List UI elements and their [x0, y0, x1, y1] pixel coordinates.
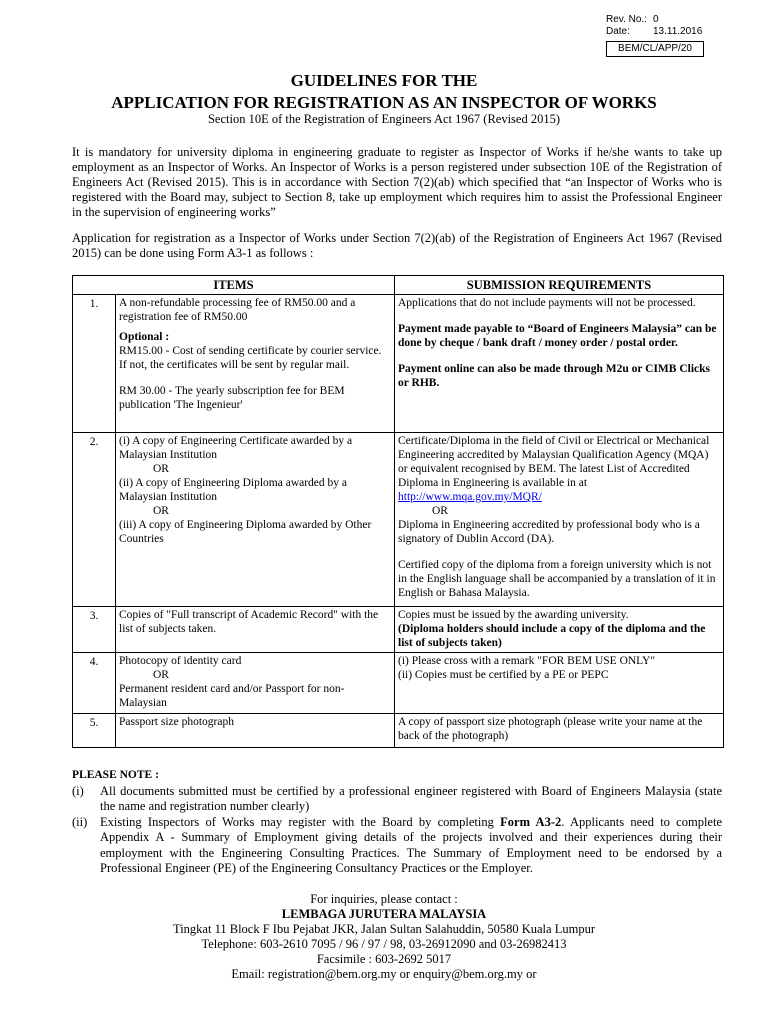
- or-text: OR: [153, 463, 169, 475]
- rev-value: 0: [653, 14, 659, 25]
- row-number: 3.: [73, 607, 116, 653]
- mqa-link[interactable]: http://www.mqa.gov.my/MQR/: [398, 491, 542, 503]
- application-paragraph: Application for registration as a Inspector of Works under Section 7(2)(ab) of the Registration of Engineers Act 1967 (Revised 2015) can be done using Form A3-1 as follows :: [72, 231, 722, 260]
- note-text: All documents submitted must be certified by a professional engineer registered with Board of Engineers Malaysia (state the name and registration number clearly): [100, 783, 722, 813]
- row-number: 4.: [73, 653, 116, 714]
- col-header-requirements: SUBMISSION REQUIREMENTS: [395, 276, 724, 295]
- organisation-name: LEMBAGA JURUTERA MALAYSIA: [281, 907, 487, 921]
- note-key: (i): [72, 783, 84, 798]
- page-title: [0, 70, 768, 114]
- row-requirement: [395, 607, 724, 653]
- identity-card-text: Photocopy of identity card: [119, 655, 242, 667]
- title-line-2: APPLICATION FOR REGISTRATION AS AN INSPECTOR OF WORKS: [111, 93, 657, 112]
- row-item: [116, 295, 395, 433]
- optional-label: Optional :: [119, 331, 170, 343]
- col-header-items: ITEMS: [73, 276, 395, 295]
- table-row: [73, 433, 724, 607]
- certificate-text: (i) A copy of Engineering Certificate awarded by a Malaysian Institution: [119, 435, 353, 461]
- cross-remark-text: (i) Please cross with a remark "FOR BEM USE ONLY": [398, 655, 656, 667]
- row-requirement: [395, 295, 724, 433]
- table-header: [73, 276, 724, 295]
- table-row: [73, 714, 724, 748]
- row-requirement: [395, 433, 724, 607]
- rev-label: Rev. No.:: [606, 14, 647, 25]
- or-text: OR: [432, 505, 448, 517]
- contact-section: [0, 892, 768, 982]
- row-number: 2.: [73, 433, 116, 607]
- page-subtitle: Section 10E of the Registration of Engineers Act 1967 (Revised 2015): [207, 112, 560, 126]
- diploma-note-text: (Diploma holders should include a copy of the diploma and the list of subjects taken): [398, 623, 706, 649]
- date-label: Date:: [606, 26, 630, 37]
- address: Tingkat 11 Block F Ibu Pejabat JKR, Jalan Sultan Salahuddin, 50580 Kuala Lumpur: [173, 922, 595, 936]
- online-payment-text: Payment online can also be made through M2u or CIMB Clicks or RHB.: [398, 363, 711, 389]
- diploma-malaysia-text: (ii) A copy of Engineering Diploma awarded by a Malaysian Institution: [119, 477, 348, 503]
- row-requirement: [395, 653, 724, 714]
- diploma-other-text: (iii) A copy of Engineering Diploma awarded by Other Countries: [119, 519, 372, 545]
- courier-text: RM15.00 - Cost of sending certificate by courier service. If not, the certificates will be sent by regular mail.: [119, 345, 382, 371]
- contact-intro: For inquiries, please contact :: [310, 892, 458, 906]
- row-number: 1.: [73, 295, 116, 433]
- note-pre: Existing Inspectors of Works may register with the Board by completing: [100, 814, 501, 829]
- intro-text-a: It is mandatory for university diploma in engineering graduate to register as Inspector of Works if he/she wants to take up employment as an Inspector of Works. An Inspector of Works is a person registered under subsection 10E of the Registration of Engineers Act (Revised 2015). This is in accordance: [72, 145, 722, 189]
- note-item: [72, 815, 722, 877]
- revision-info: [606, 14, 702, 38]
- row-item: Copies of "Full transcript of Academic Record" with the list of subjects taken.: [116, 607, 395, 653]
- certified-copies-text: (ii) Copies must be certified by a PE or PEPC: [398, 669, 609, 681]
- notes-heading: PLEASE NOTE :: [72, 769, 159, 781]
- date-value: 13.11.2016: [653, 26, 703, 37]
- row-item: Passport size photograph: [116, 714, 395, 748]
- or-text: OR: [153, 505, 169, 517]
- row-number: 5.: [73, 714, 116, 748]
- row-requirement: A copy of passport size photograph (please write your name at the back of the photograph): [395, 714, 724, 748]
- dublin-accord-text: Diploma in Engineering accredited by professional body who is a signatory of Dublin Accord (DA).: [398, 519, 700, 545]
- intro-paragraph: [72, 145, 722, 220]
- note-item: [72, 784, 722, 815]
- table-row: [73, 653, 724, 714]
- table-row: [73, 607, 724, 653]
- facsimile: Facsimile : 603-2692 5017: [316, 952, 452, 966]
- please-note-section: [72, 768, 722, 877]
- or-text: OR: [153, 669, 169, 681]
- payable-text: Payment made payable to “Board of Engineers Malaysia” can be done by cheque / bank draft / money order / postal order.: [398, 323, 717, 349]
- fee-text: A non-refundable processing fee of RM50.00 and a registration fee of RM50.00: [119, 297, 356, 323]
- table-row: [73, 295, 724, 433]
- email: Email: registration@bem.org.my or enquiry@bem.org.my or: [231, 967, 537, 981]
- form-name: Form A3-2: [500, 814, 562, 829]
- subscription-text: RM 30.00 - The yearly subscription fee for BEM publication 'The Ingenieur': [119, 385, 345, 411]
- reference-code: BEM/CL/APP/20: [606, 41, 704, 57]
- note-text: [100, 815, 722, 877]
- row-item: [116, 433, 395, 607]
- permanent-resident-text: Permanent resident card and/or Passport for non-Malaysian: [119, 683, 345, 709]
- note-post: . Applicants need to complete Appendix A - Summary of Employment giving details of the projects involved and their experiences during their employment with the Engineering Consulting Practices. The Summary of Employment need to be endorsed by a Professional Engineer (PE) of the Engineering Consultancy Practices or the Employer.: [100, 814, 722, 875]
- row-item: [116, 653, 395, 714]
- requirements-table: [72, 275, 724, 748]
- title-line-1: GUIDELINES FOR THE: [290, 71, 478, 90]
- accredited-text: [398, 434, 720, 504]
- intro-text-b: with Section 7(2)(ab) which specified that “an Inspector of Works who is registered with the Board may, subject to Section 8, take up employment which requires him to assist the Professional Engineer in the supervision of engineering works”: [72, 175, 722, 219]
- note-key: (ii): [72, 814, 88, 829]
- foreign-diploma-text: Certified copy of the diploma from a foreign university which is not in the English language shall be accompanied by a translation of it in English or Bahasa Malaysia.: [398, 559, 716, 599]
- no-payment-text: Applications that do not include payments will not be processed.: [398, 297, 696, 309]
- telephone: Telephone: 603-2610 7095 / 96 / 97 / 98, 03-26912090 and 03-26982413: [201, 937, 567, 951]
- accredited-label: Certificate/Diploma in the field of Civil or Electrical or Mechanical Engineering accredited by Malaysian Qualification Agency (MQA) or equivalent recognised by BEM. The latest List of Accredited Diploma in Engineering is available in at: [398, 435, 710, 489]
- issued-text: Copies must be issued by the awarding university.: [398, 609, 629, 621]
